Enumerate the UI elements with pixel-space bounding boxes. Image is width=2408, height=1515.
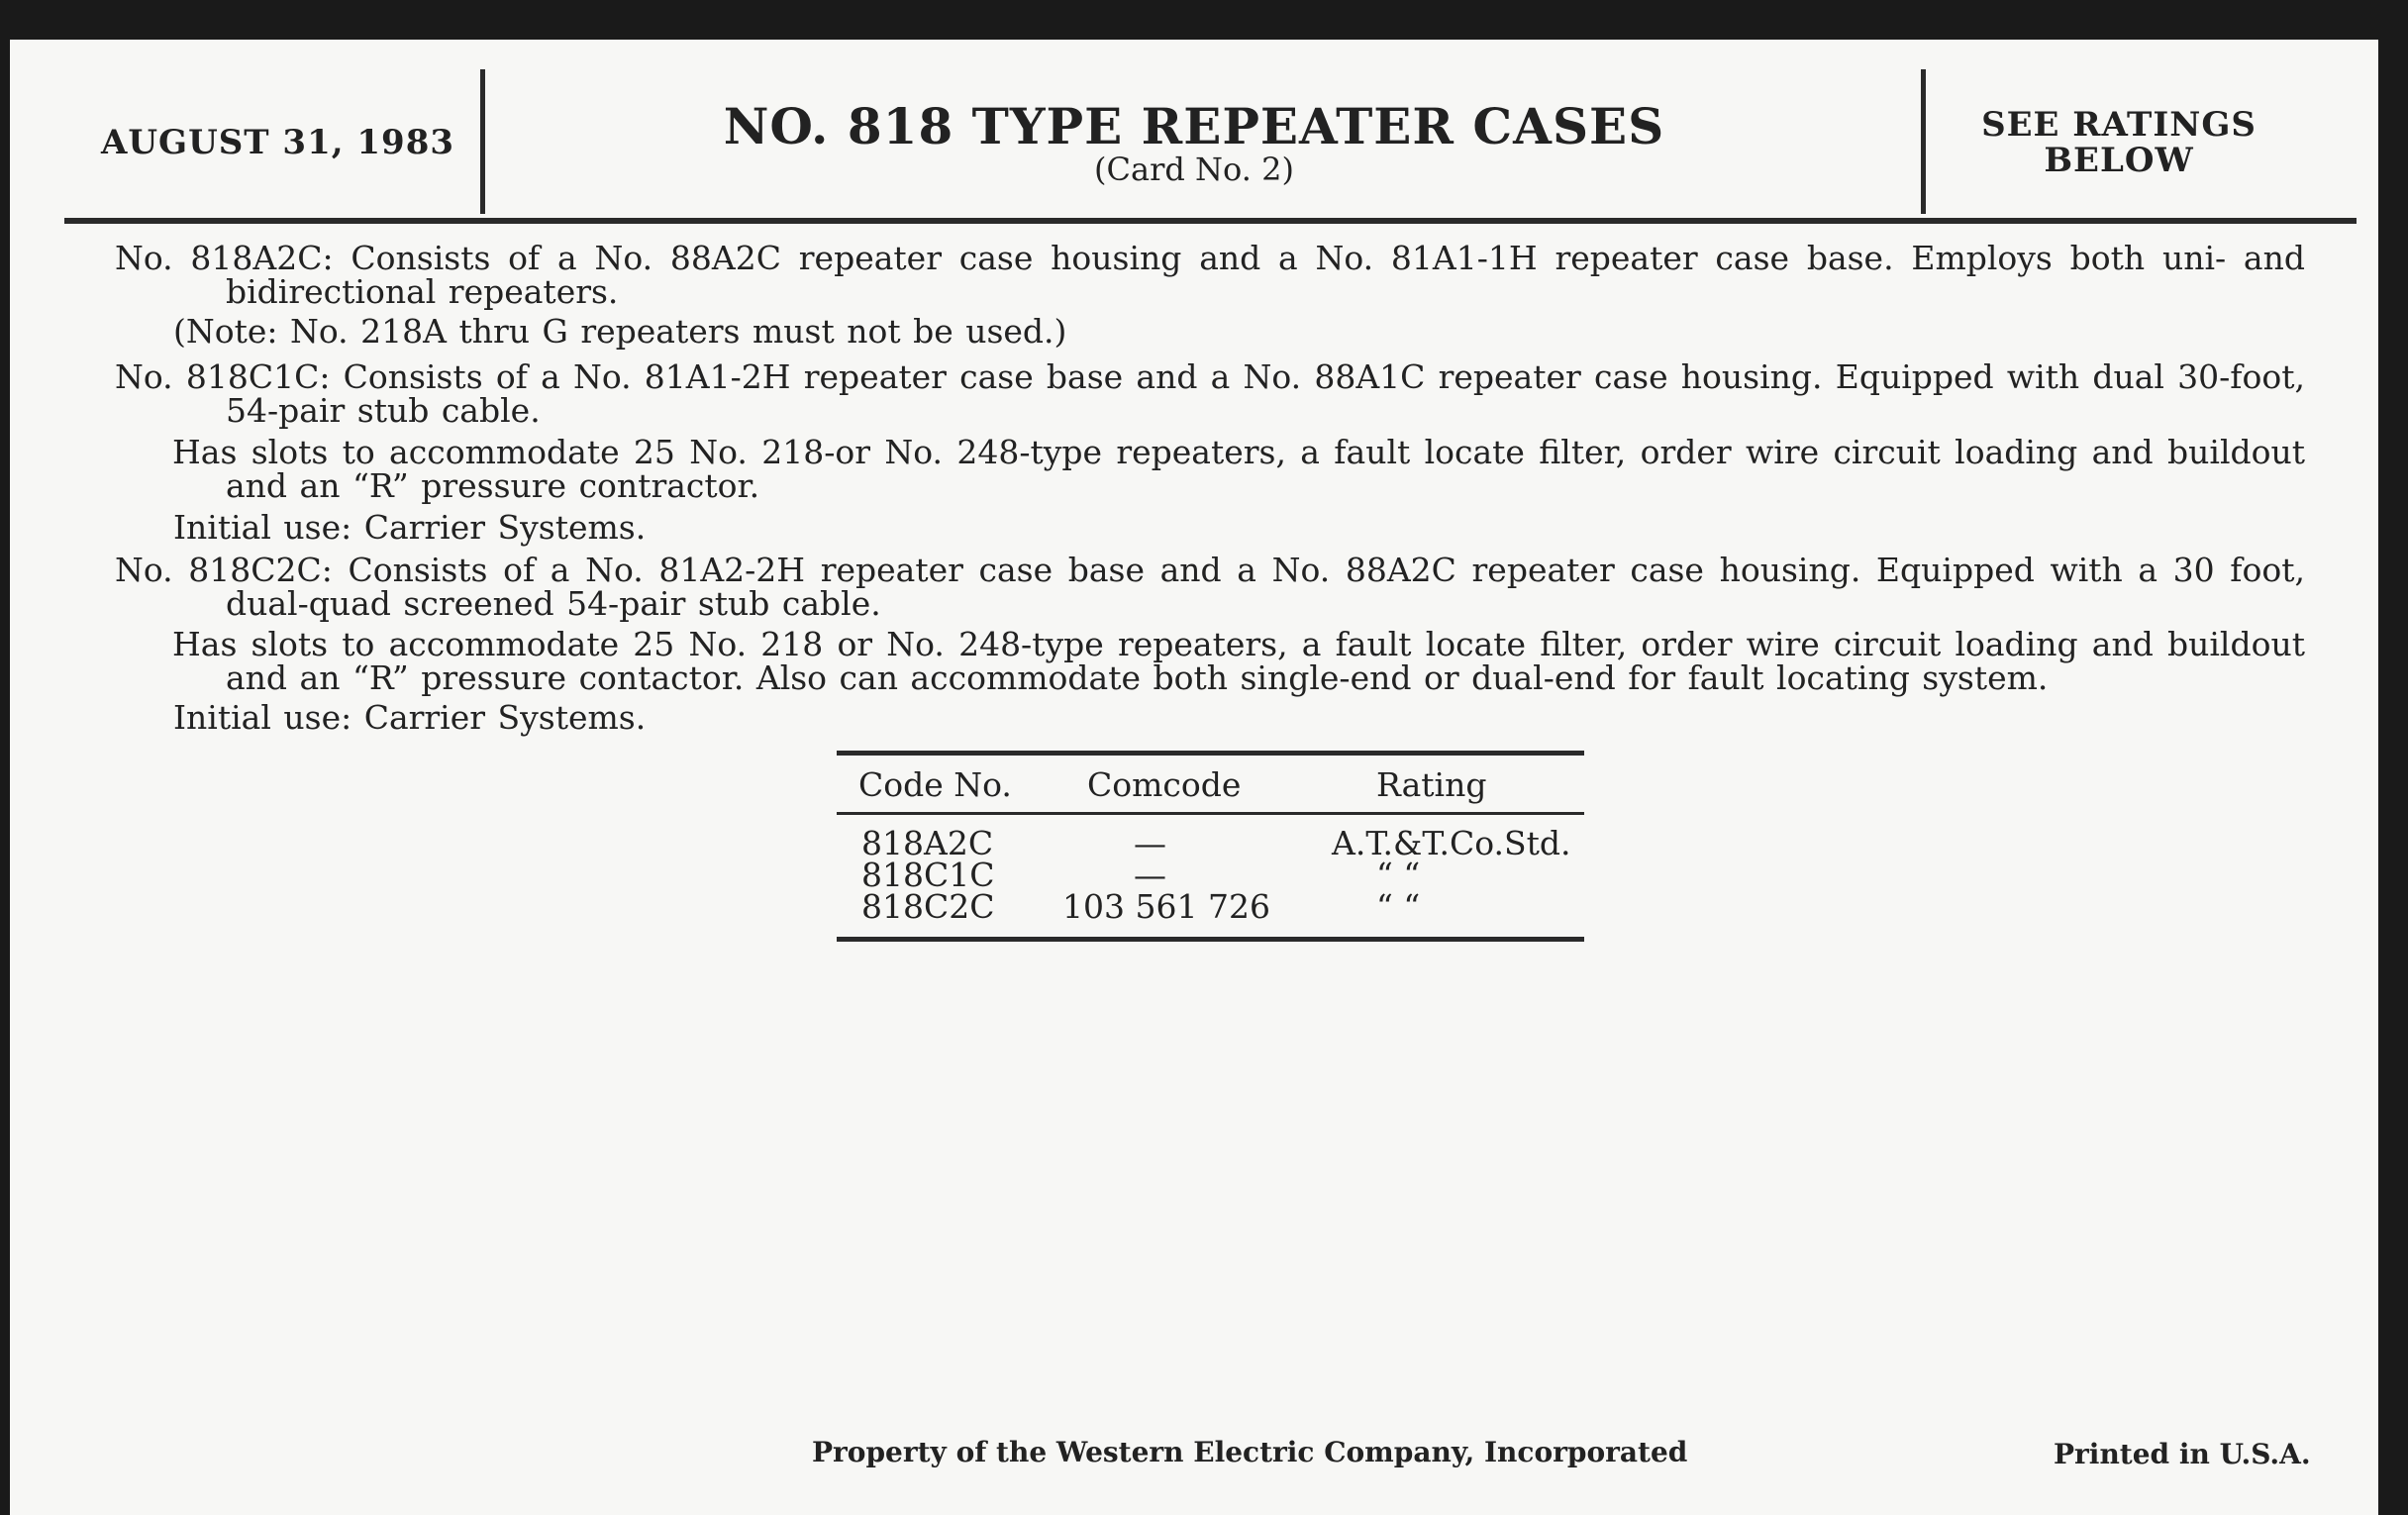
table-cell-rating: A.T.&T.Co.Std. — [1332, 824, 1571, 862]
table-cell-code: 818A2C — [861, 824, 994, 862]
table-header-code: Code No. — [858, 765, 1012, 804]
paragraph-818c2c: No. 818C2C: Consists of a No. 81A2-2H repeater case base and a No. 88A2C repeater case housing. Equipped with a 30 foot, dual-quad screened 54-pair stub cable. — [115, 551, 2305, 623]
table-bottom-rule — [837, 937, 1584, 942]
property-notice: Property of the Western Electric Company, Incorporated — [812, 1436, 1688, 1468]
paragraph-818c1c-use: Initial use: Carrier Systems. — [173, 508, 647, 547]
paragraph-818c1c-slots: Has slots to accommodate 25 No. 218-or No. 248-type repeaters, a fault locate filter, order wire circuit loading and buildout and an “R” pressure contractor. — [172, 433, 2305, 505]
ratings-note-line2: BELOW — [2044, 141, 2194, 180]
ratings-note — [1941, 107, 2297, 178]
table-header-rule — [837, 812, 1584, 815]
reference-card — [10, 40, 2378, 1515]
paragraph-818c2c-slots: Has slots to accommodate 25 No. 218 or No. 248-type repeaters, a fault locate filter, order wire circuit loading and buildout and an “R” pressure contactor. Also can accommodate both single-end or dual-end for fault locating system. — [172, 625, 2305, 697]
table-cell-code: 818C1C — [861, 856, 995, 894]
paragraph-818c2c-use: Initial use: Carrier Systems. — [173, 698, 647, 737]
table-cell-comcode: 103 561 726 — [1062, 887, 1270, 926]
table-cell-comcode: — — [1134, 856, 1166, 894]
ratings-note-line1: SEE RATINGS — [1981, 105, 2257, 145]
table-header-rating: Rating — [1376, 765, 1487, 804]
header-rule — [64, 218, 2357, 224]
printed-notice: Printed in U.S.A. — [2054, 1438, 2311, 1470]
header-divider-right — [1921, 69, 1926, 214]
table-cell-comcode: — — [1134, 824, 1166, 862]
table-top-rule — [837, 751, 1584, 756]
card-subtitle: (Card No. 2) — [1094, 151, 1294, 188]
table-cell-rating: “ “ — [1376, 856, 1421, 894]
card-header — [10, 40, 2378, 223]
paragraph-818a2c: No. 818A2C: Consists of a No. 88A2C repeater case housing and a No. 81A1-1H repeater case base. Employs both uni- and bidirectional repeaters. — [115, 239, 2305, 311]
issue-date: AUGUST 31, 1983 — [101, 123, 455, 162]
paragraph-818c1c: No. 818C1C: Consists of a No. 81A1-2H repeater case base and a No. 88A1C repeater case housing. Equipped with dual 30-foot, 54-pair stub cable. — [115, 357, 2305, 430]
table-cell-rating: “ “ — [1376, 887, 1421, 926]
paragraph-818a2c-note: (Note: No. 218A thru G repeaters must not be used.) — [173, 312, 1067, 351]
table-cell-code: 818C2C — [861, 887, 995, 926]
card-title: NO. 818 TYPE REPEATER CASES — [723, 97, 1665, 155]
table-header-comcode: Comcode — [1087, 765, 1242, 804]
